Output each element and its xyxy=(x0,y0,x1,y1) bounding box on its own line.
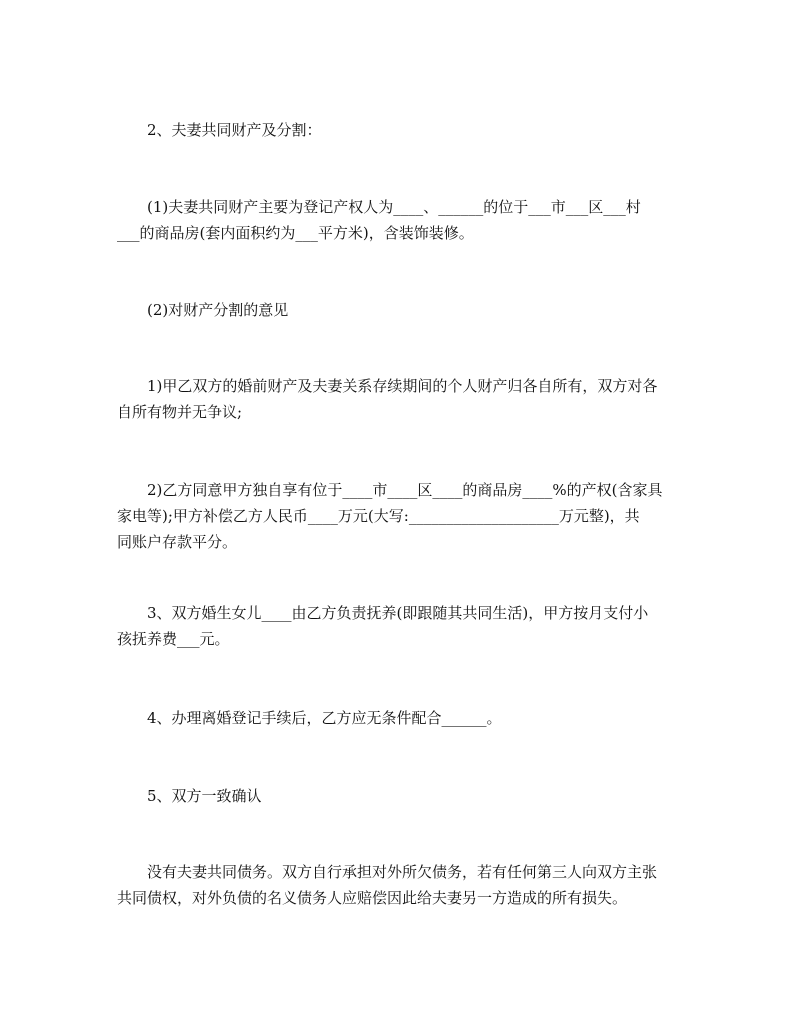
text-line: 4、办理离婚登记手续后，乙方应无条件配合______。 xyxy=(147,709,502,727)
paragraph-premarital-property xyxy=(117,373,689,425)
text-line: ___的商品房(套内面积约为___平方米)，含装饰装修。 xyxy=(117,224,474,242)
paragraph-debts xyxy=(117,859,689,911)
text-line: 3、双方婚生女儿____由乙方负责抚养(即跟随其共同生活)，甲方按月支付小 xyxy=(147,604,649,622)
paragraph-mutual-confirmation xyxy=(117,783,689,809)
text-line: 5、双方一致确认 xyxy=(147,787,262,805)
text-line: (2)对财产分割的意见 xyxy=(147,301,289,319)
text-line: 同账户存款平分。 xyxy=(117,533,238,551)
text-line: 2、夫妻共同财产及分割： xyxy=(147,121,322,139)
paragraph-divorce-registration xyxy=(117,705,689,731)
text-line: 孩抚养费___元。 xyxy=(117,630,230,648)
text-line: (1)夫妻共同财产主要为登记产权人为____、______的位于___市___区___村 xyxy=(147,198,641,216)
text-line: 自所有物并无争议; xyxy=(117,403,243,421)
paragraph-joint-property xyxy=(117,194,689,246)
paragraph-child-custody xyxy=(117,600,689,652)
text-line: 共同债权，对外负债的名义债务人应赔偿因此给夫妻另一方造成的所有损失。 xyxy=(117,889,628,907)
text-line: 1)甲乙双方的婚前财产及夫妻关系存续期间的个人财产归各自所有，双方对各 xyxy=(147,377,658,395)
section-heading-property xyxy=(117,117,689,143)
text-line: 家电等);甲方补偿乙方人民币____万元(大写:____________________万元整)，共 xyxy=(117,507,640,525)
text-line: 2)乙方同意甲方独自享有位于____市____区____的商品房____%的产权(含家具 xyxy=(147,481,663,499)
paragraph-house-rights xyxy=(117,477,689,555)
paragraph-division-opinion xyxy=(117,297,689,323)
text-line: 没有夫妻共同债务。双方自行承担对外所欠债务，若有任何第三人向双方主张 xyxy=(147,863,658,881)
